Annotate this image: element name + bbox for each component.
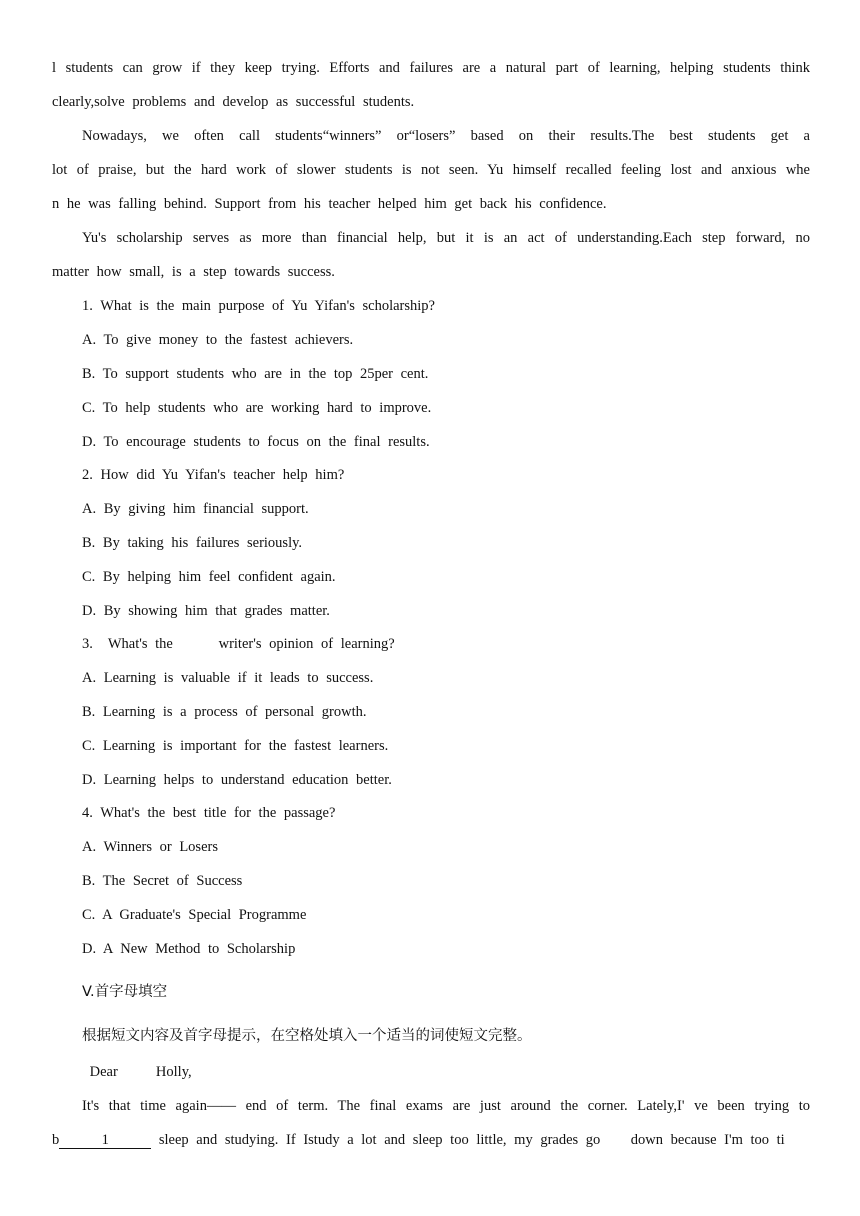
passage-line: n he was falling behind. Support from his teacher helped him get back his confidence.	[52, 196, 607, 212]
question-stem: 2. How did Yu Yifan's teacher help him?	[82, 467, 345, 483]
section-instruction: 根据短文内容及首字母提示，在空格处填入一个适当的词使短文完整。	[82, 1028, 532, 1044]
question-stem: 4. What's the best title for the passage?	[82, 805, 336, 821]
passage-line: l students can grow if they keep trying. Efforts and failures are a natural part of learning, helping students think	[52, 60, 810, 76]
blank-initial-letter: b	[52, 1132, 60, 1148]
answer-option: D. A New Method to Scholarship	[82, 941, 296, 957]
passage-line: clearly,solve problems and develop as successful students.	[52, 94, 415, 110]
answer-option: C. To help students who are working hard to improve.	[82, 400, 432, 416]
answer-option: C. By helping him feel confident again.	[82, 569, 336, 585]
answer-option: D. By showing him that grades matter.	[82, 603, 330, 619]
passage-line: lot of praise, but the hard work of slower students is not seen. Yu himself recalled feeling lost and anxious whe	[52, 162, 810, 178]
answer-option: B. To support students who are in the top 25per cent.	[82, 366, 429, 382]
answer-option: B. By taking his failures seriously.	[82, 535, 303, 551]
answer-option: A. Winners or Losers	[82, 839, 218, 855]
passage-line: Yu's scholarship serves as more than financial help, but it is an act of understanding.Each step forward, no	[82, 230, 810, 246]
answer-option: D. To encourage students to focus on the final results.	[82, 434, 430, 450]
answer-option: A. To give money to the fastest achievers.	[82, 332, 354, 348]
answer-option: B. The Secret of Success	[82, 873, 243, 889]
answer-option: B. Learning is a process of personal growth.	[82, 704, 367, 720]
answer-option: A. By giving him financial support.	[82, 501, 309, 517]
answer-blank[interactable]	[59, 1133, 151, 1149]
question-stem: 3. What's the writer's opinion of learning?	[82, 636, 395, 652]
letter-line-with-blank	[52, 1132, 785, 1149]
letter-line: It's that time again—— end of term. The final exams are just around the corner. Lately,I' ve been trying to	[82, 1098, 810, 1114]
answer-option: A. Learning is valuable if it leads to success.	[82, 670, 374, 686]
answer-option: D. Learning helps to understand education better.	[82, 772, 392, 788]
question-stem: 1. What is the main purpose of Yu Yifan's scholarship?	[82, 298, 435, 314]
passage-line: matter how small, is a step towards success.	[52, 264, 335, 280]
answer-option: C. Learning is important for the fastest learners.	[82, 738, 389, 754]
answer-option: C. A Graduate's Special Programme	[82, 907, 307, 923]
section-heading: V.首字母填空	[82, 984, 168, 1000]
blank-number: 1	[101, 1132, 109, 1148]
passage-line: Nowadays, we often call students“winners” or“losers” based on their results.The best students get a	[82, 128, 810, 144]
letter-line-continuation: sleep and studying. If Istudy a lot and sleep too little, my grades go down because I'm too ti	[151, 1132, 785, 1148]
letter-salutation: Dear Holly,	[82, 1064, 192, 1080]
